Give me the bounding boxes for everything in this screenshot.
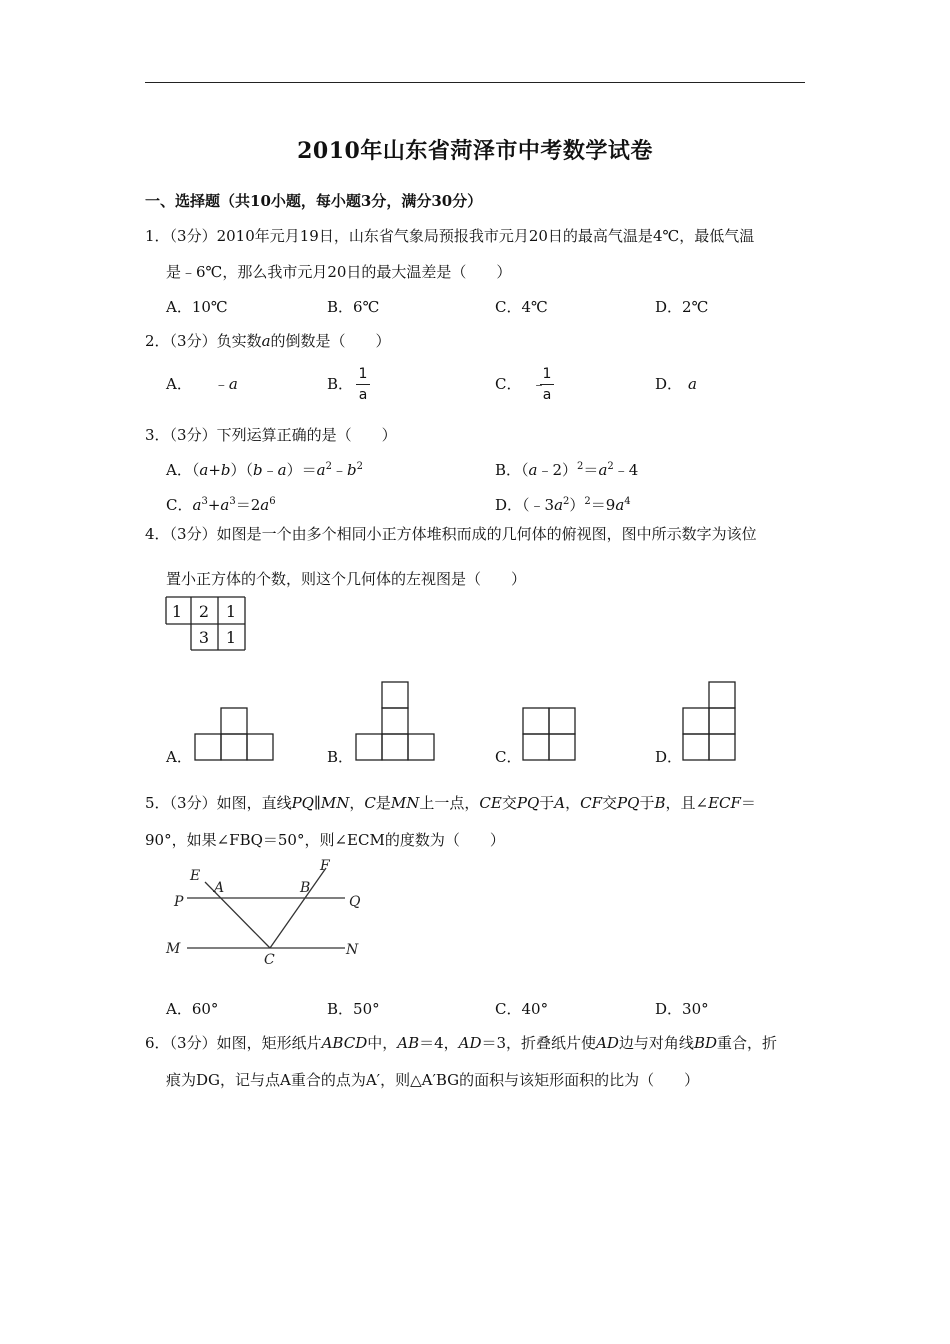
q1-stem-line1: 1．（3分）2010年元月19日，山东省气象局预报我市元月20日的最高气温是4℃，最低气温	[145, 227, 755, 245]
q2-option-c-fraction: 1 a	[540, 366, 554, 403]
q4-option-b-figure[interactable]	[355, 680, 437, 762]
point-label: P	[174, 894, 184, 910]
q4-option-b-label[interactable]: B．	[327, 748, 354, 766]
q4-option-c-label[interactable]: C．	[495, 748, 522, 766]
q5-option-c[interactable]: C．40°	[495, 1000, 549, 1018]
grid-number: 1	[171, 602, 183, 621]
point-label: Q	[349, 894, 361, 910]
q4-stem-line1: 4．（3分）如图是一个由多个相同小正方体堆积而成的几何体的俯视图，图中所示数字为该位	[145, 525, 757, 543]
q5-stem-line2: 90°，如果∠FBQ＝50°，则∠ECM的度数为（ ）	[145, 831, 505, 849]
point-label: N	[346, 942, 359, 958]
q1-option-c[interactable]: C．4℃	[495, 298, 548, 316]
point-label: E	[190, 868, 201, 884]
point-label: C	[264, 952, 275, 968]
q3-option-b[interactable]: B．$(a﹣2)^2=a^2﹣4$	[495, 461, 639, 479]
q4-stem-line2: 置小正方体的个数，则这个几何体的左视图是（ ）	[166, 570, 527, 588]
q2-option-c-label[interactable]: C． ﹣	[495, 375, 547, 393]
q3-option-a[interactable]: A．$(a+b)(b﹣a)=a^2﹣b^2$	[166, 461, 363, 479]
grid-number: 2	[198, 602, 210, 621]
q2-stem: 2．（3分）负实数a的倒数是（ ）	[145, 332, 391, 350]
q4-option-d-label[interactable]: D．	[655, 748, 683, 766]
q4-option-c-figure[interactable]	[522, 706, 578, 762]
q1-option-b[interactable]: B．6℃	[327, 298, 380, 316]
q4-option-a-figure[interactable]	[194, 706, 276, 762]
q2-option-b-fraction: 1 a	[356, 366, 370, 403]
q5-stem-line1: 5．（3分）如图，直线PQ∥MN，C是MN上一点，CE交PQ于A，CF交PQ于B，且∠ECF＝	[145, 794, 756, 812]
q3-option-d[interactable]: D．$(﹣3a^2)^2=9a^4$	[495, 496, 631, 514]
q6-stem-line2: 痕为DG，记与点A重合的点为A′，则△A′BG的面积与该矩形面积的比为（ ）	[166, 1071, 700, 1089]
q2-option-b-label[interactable]: B．	[327, 375, 354, 393]
grid-number: 3	[198, 628, 210, 647]
grid-number: 1	[225, 602, 237, 621]
q2-option-a[interactable]: A． ﹣a	[166, 375, 238, 393]
point-label: B	[300, 880, 311, 896]
q3-option-c[interactable]: C．$a^3+a^3=2a^6$	[166, 496, 276, 514]
q2-option-d[interactable]: D． a	[655, 375, 697, 393]
q5-parallel-lines-figure	[160, 856, 370, 968]
q5-option-b[interactable]: B．50°	[327, 1000, 380, 1018]
page-title: 2010年山东省菏泽市中考数学试卷	[297, 138, 653, 164]
q1-option-d[interactable]: D．2℃	[655, 298, 709, 316]
q1-stem-line2: 是﹣6℃，那么我市元月20日的最大温差是（ ）	[166, 263, 512, 281]
point-label: M	[166, 941, 181, 957]
q3-stem: 3．（3分）下列运算正确的是（ ）	[145, 426, 397, 444]
q5-option-a[interactable]: A．60°	[166, 1000, 219, 1018]
section-heading: 一、选择题（共10小题，每小题3分，满分30分）	[145, 192, 483, 210]
point-label: F	[320, 858, 330, 874]
q4-option-d-figure[interactable]	[682, 680, 738, 762]
q1-option-a[interactable]: A．10℃	[166, 298, 228, 316]
q6-stem-line1: 6．（3分）如图，矩形纸片ABCD中，AB＝4，AD＝3，折叠纸片使AD边与对角线BD重合，折	[145, 1034, 778, 1052]
q4-top-view-figure	[165, 596, 247, 652]
grid-number: 1	[225, 628, 237, 647]
q5-option-d[interactable]: D．30°	[655, 1000, 709, 1018]
point-label: A	[214, 880, 225, 896]
q4-option-a-label[interactable]: A．	[166, 748, 192, 766]
header-rule	[145, 82, 805, 83]
